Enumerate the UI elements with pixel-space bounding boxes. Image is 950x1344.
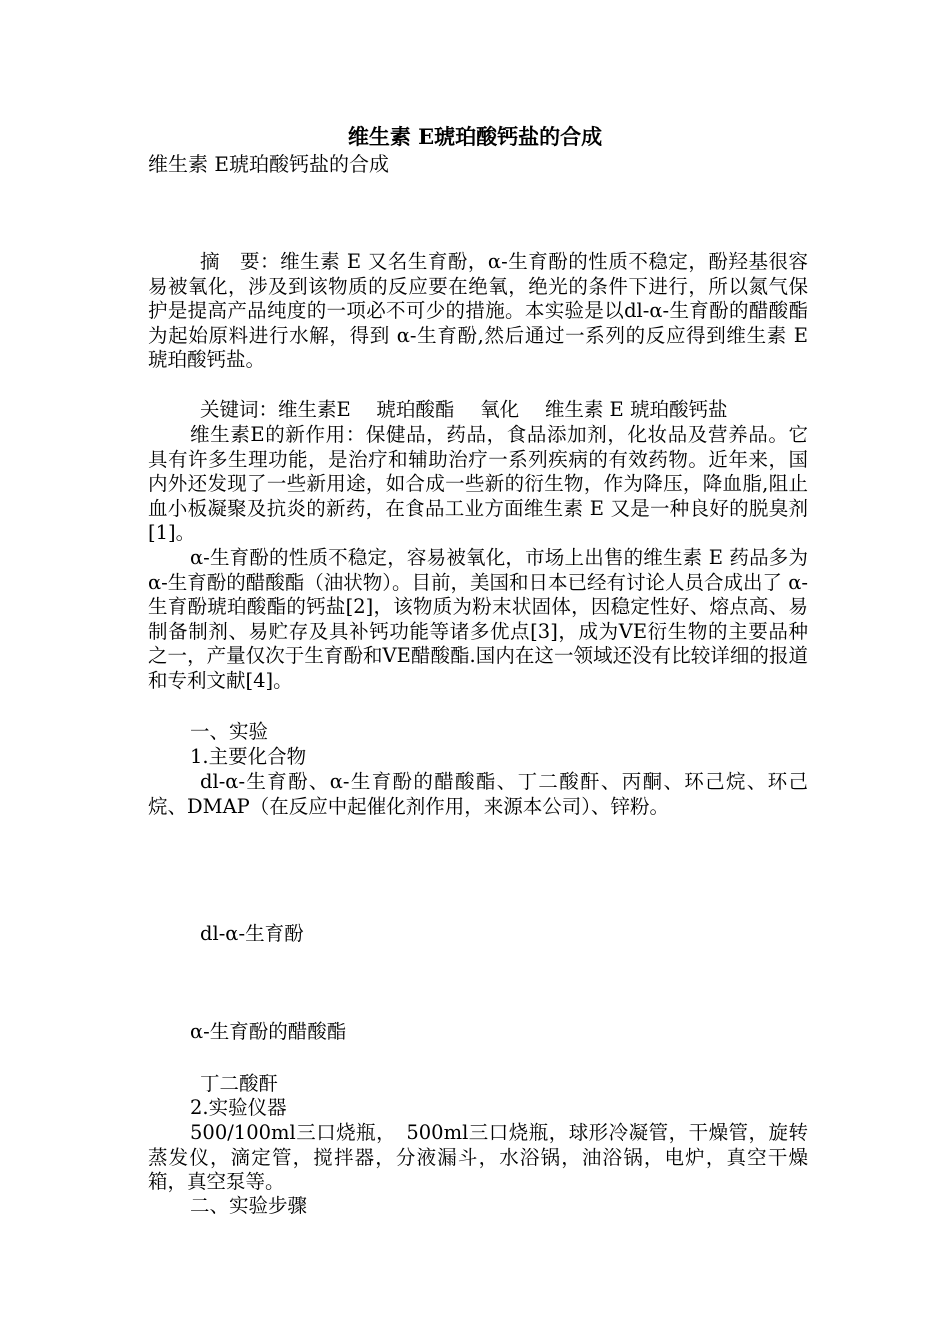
structure-label-tocopherol: dl-α-生育酚 bbox=[200, 922, 304, 945]
structure-label-succinic-anhydride: 丁二酸酐 bbox=[200, 1072, 279, 1095]
section-heading-procedure: 二、实验步骤 bbox=[190, 1194, 308, 1217]
keywords-line: 关键词：维生素E 琥珀酸酯 氧化 维生素 E 琥珀酸钙盐 bbox=[200, 398, 728, 421]
section-heading-experiment: 一、实验 bbox=[190, 720, 269, 743]
intro-paragraph-1: 维生素E的新作用：保健品，药品，食品添加剂，化妆品及营养品。它具有许多生理功能，是治疗和辅助治疗一系列疾病的有效药物。近年来，国内外还发现了一些新用途，如合成一些新的衍生物，作为降压，降血脂,阻止血小板凝聚及抗炎的新药，在食品工业方面维生素 E 又是一种良好的脱臭剂[1]。 bbox=[148, 423, 808, 544]
structure-label-tocopherol-acetate: α-生育酚的醋酸酯 bbox=[190, 1020, 347, 1043]
subsection-heading-instruments: 2.实验仪器 bbox=[190, 1096, 287, 1119]
subsection-heading-compounds: 1.主要化合物 bbox=[190, 745, 307, 768]
compounds-paragraph: dl-α-生育酚、α-生育酚的醋酸酯、丁二酸酐、丙酮、环己烷、环己烷、DMAP（在反应中起催化剂作用，来源本公司）、锌粉。 bbox=[148, 770, 808, 818]
intro-paragraph-2: α-生育酚的性质不稳定，容易被氧化，市场上出售的维生素 E 药品多为 α-生育酚的醋酸酯（油状物）。目前，美国和日本已经有讨论人员合成出了 α-生育酚琥珀酸酯的钙盐[2]，该物质为粉末状固体，因稳定性好、熔点高、易制备制剂、易贮存及具补钙功能等诸多优点[3]，成为VE衍生物的主要品种之一，产量仅次于生育酚和VE醋酸酯.国内在这一领域还没有比较详细的报道和专利文献[4]。 bbox=[148, 546, 808, 692]
instruments-paragraph: 500/100ml三口烧瓶， 500ml三口烧瓶，球形冷凝管，干燥管，旋转蒸发仪，滴定管，搅拌器，分液漏斗，水浴锅，油浴锅，电炉，真空干燥箱，真空泵等。 bbox=[148, 1121, 808, 1193]
document-title: 维生素 E琥珀酸钙盐的合成 bbox=[347, 124, 603, 149]
abstract-paragraph: 摘 要：维生素 E 又名生育酚，α-生育酚的性质不稳定，酚羟基很容易被氧化，涉及到该物质的反应要在绝氧，绝光的条件下进行，所以氮气保护是提高产品纯度的一项必不可少的措施。本实验是以dl-α-生育酚的醋酸酯为起始原料进行水解，得到 α-生育酚,然后通过一系列的反应得到维生素 E 琥珀酸钙盐。 bbox=[148, 250, 808, 371]
document-subtitle: 维生素 E琥珀酸钙盐的合成 bbox=[148, 152, 389, 176]
